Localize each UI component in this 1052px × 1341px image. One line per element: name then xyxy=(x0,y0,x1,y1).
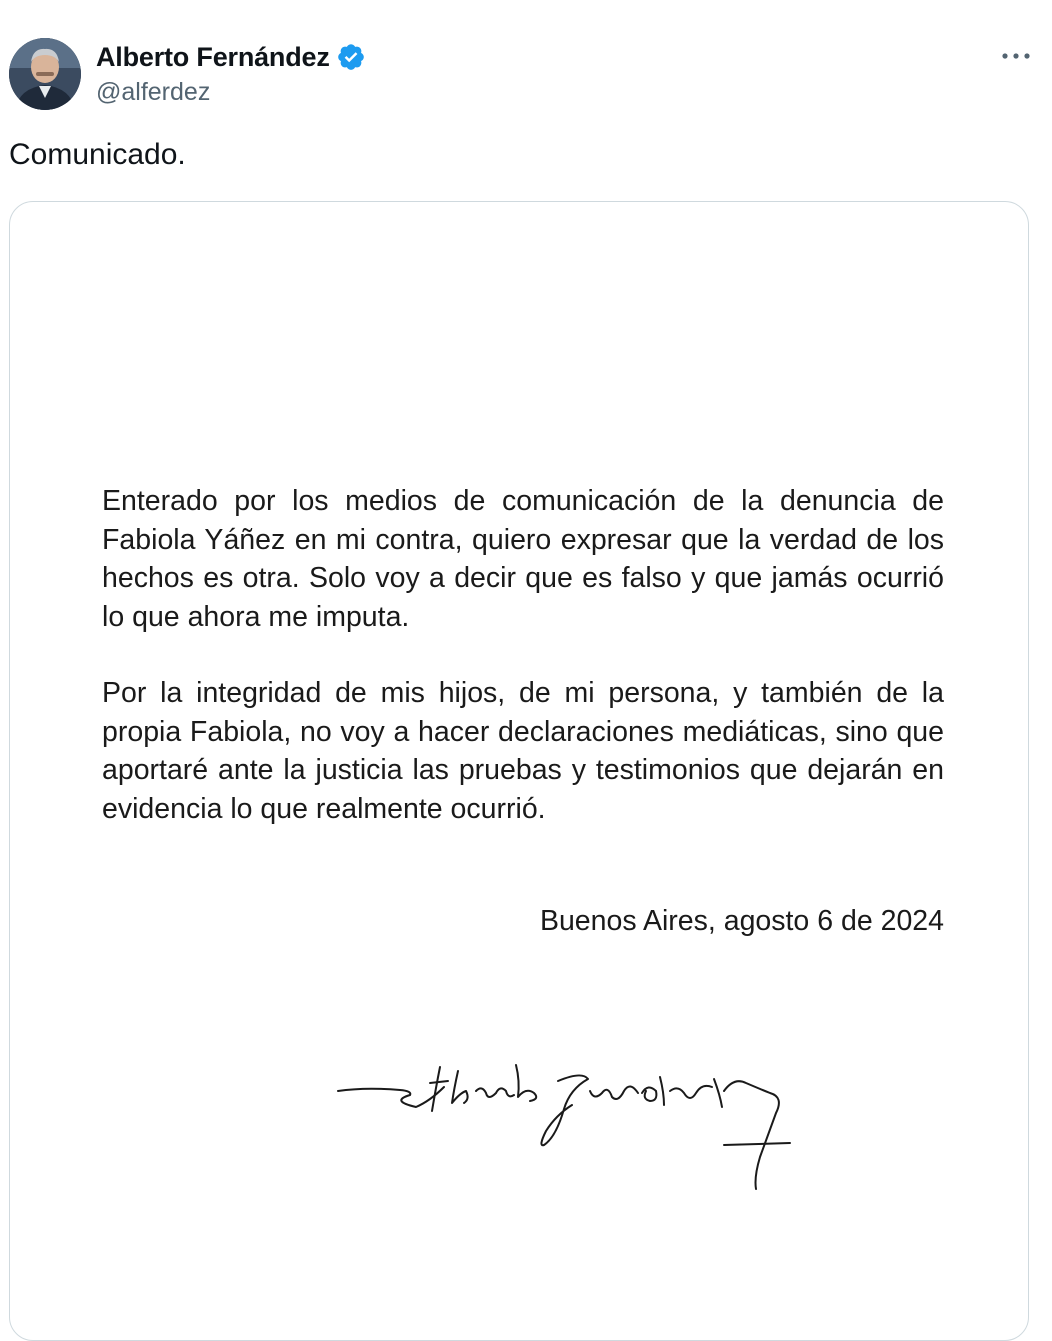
statement-body xyxy=(102,482,944,828)
more-options-icon xyxy=(1001,52,1031,60)
profile-photo-icon xyxy=(9,38,81,110)
display-name[interactable]: Alberto Fernández xyxy=(96,41,330,72)
avatar[interactable] xyxy=(9,38,81,110)
handwritten-signature xyxy=(320,1057,800,1197)
tweet-header xyxy=(0,0,1052,120)
name-row xyxy=(96,40,366,74)
place-and-date: Buenos Aires, agosto 6 de 2024 xyxy=(539,905,944,937)
handle[interactable]: @alferdez xyxy=(96,78,211,106)
statement-paragraph-2: Por la integridad de mis hijos, de mi persona, y también de la propia Fabiola, no voy a hacer declaraciones mediáticas, sino que aportaré ante la justicia las pruebas y testimonios que dejarán en evidencia lo que realmente ocurrió. xyxy=(102,677,944,825)
verified-badge-icon[interactable] xyxy=(336,42,366,72)
attached-image[interactable] xyxy=(9,201,1029,1341)
statement-paragraph-1: Enterado por los medios de comunicación de la denuncia de Fabiola Yáñez en mi contra, quiero expresar que la verdad de los hechos es otra. Solo voy a decir que es falso y que jamás ocurrió lo que ahora me imputa. xyxy=(102,485,944,633)
more-options-button[interactable] xyxy=(994,36,1038,76)
tweet-text: Comunicado. xyxy=(9,138,186,171)
